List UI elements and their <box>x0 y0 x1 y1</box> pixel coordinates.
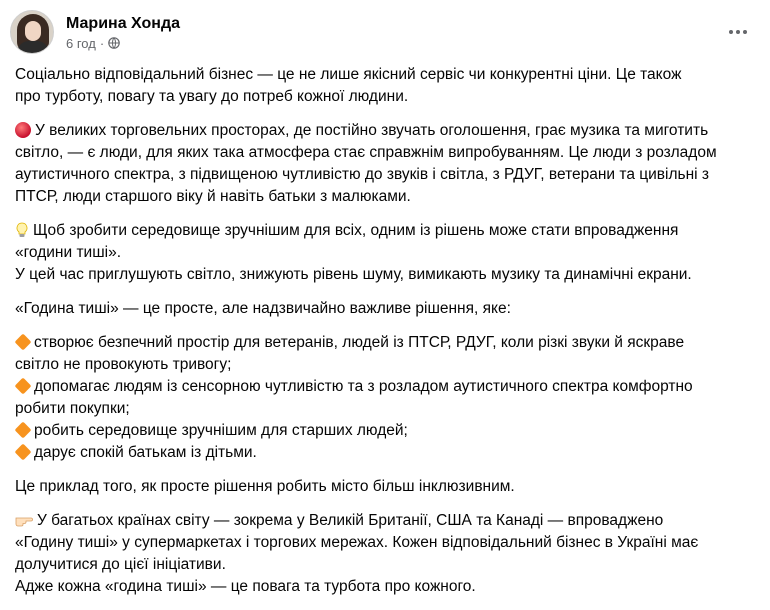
post-subline <box>66 36 180 51</box>
post-text <box>15 64 760 610</box>
post-header <box>10 8 180 56</box>
globe-icon[interactable] <box>108 37 120 49</box>
text-line: Це приклад того, як просте рішення робить місто більш інклюзивним. <box>15 478 515 495</box>
red-circle-emoji-icon <box>15 122 31 138</box>
list-item-text: допомагає людям із сенсорною чутливістю та з розладом аутистичного спектра комфортно <box>34 378 693 395</box>
list-item <box>15 442 760 464</box>
separator-dot: · <box>99 35 105 51</box>
text-line: «Годину тиші» у супермаркетах і торгових мережах. Кожен відповідальний бізнес в Україні має <box>15 534 699 551</box>
more-dot <box>729 30 733 34</box>
post-time[interactable]: 6 год <box>66 35 96 51</box>
text-line: аутистичного спектра, з підвищеною чутливістю до звуків і світла, з РДУГ, ветерани та цивільні з <box>15 166 709 183</box>
text-line: про турботу, повагу та увагу до потреб кожної людини. <box>15 88 409 105</box>
text-line-content: У багатьох країнах світу — зокрема у Великій Британії, США та Канаді — впроваджено <box>37 512 664 529</box>
list-item <box>15 376 760 398</box>
text-line <box>15 220 760 242</box>
text-line-content: Щоб зробити середовище зручнішим для всіх, одним із рішень може стати впровадження <box>33 222 679 239</box>
text-line <box>15 120 760 142</box>
text-line: У цей час приглушують світло, знижують рівень шуму, вимикають музику та динамічні екрани. <box>15 266 692 283</box>
intro-paragraph <box>15 64 760 108</box>
text-line <box>15 510 760 532</box>
orange-diamond-emoji-icon <box>15 378 32 395</box>
text-line: ПТСР, люди старшого віку й навіть батьки з малюками. <box>15 188 411 205</box>
paragraph-1 <box>15 120 760 208</box>
avatar-body <box>17 41 49 54</box>
orange-diamond-emoji-icon <box>15 422 32 439</box>
paragraph-4 <box>15 510 760 598</box>
author-name[interactable]: Марина Хонда <box>66 14 180 32</box>
paragraph-3 <box>15 476 760 498</box>
text-line: «години тиші». <box>15 244 122 261</box>
list-item-continuation: робити покупки; <box>15 400 130 417</box>
more-dot <box>736 30 740 34</box>
list-item-continuation: світло не провокують тривогу; <box>15 356 232 373</box>
more-dot <box>743 30 747 34</box>
list-item-text: дарує спокій батькам із дітьми. <box>34 444 257 461</box>
text-line: Соціально відповідальний бізнес — це не лише якісний сервіс чи конкурентні ціни. Це також <box>15 66 682 83</box>
list-item-text: робить середовище зручнішим для старших людей; <box>34 422 408 439</box>
list-item <box>15 332 760 354</box>
avatar-face <box>25 21 41 41</box>
orange-diamond-emoji-icon <box>15 444 32 461</box>
list-intro <box>15 298 760 320</box>
list-item <box>15 420 760 442</box>
author-avatar[interactable] <box>10 10 54 54</box>
text-line: світло, — є люди, для яких така атмосфера стає справжнім випробуванням. Це люди з розладом <box>15 144 717 161</box>
text-line: долучитися до цієї ініціативи. <box>15 556 226 573</box>
list-item-text: створює безпечний простір для ветеранів, людей із ПТСР, РДУГ, коли різкі звуки й яскраве <box>34 334 685 351</box>
text-line: «Година тиші» — це просте, але надзвичайно важливе рішення, яке: <box>15 300 511 317</box>
pointing-hand-emoji-icon <box>15 512 33 528</box>
text-line-content: У великих торговельних просторах, де постійно звучать оголошення, грає музика та миготить <box>35 122 709 139</box>
bullet-list <box>15 332 760 464</box>
light-bulb-emoji-icon <box>15 222 29 238</box>
paragraph-2 <box>15 220 760 286</box>
text-line: Адже кожна «година тиші» — це повага та турбота про кожного. <box>15 578 476 595</box>
more-options-button[interactable] <box>720 14 756 50</box>
post-meta <box>66 14 180 51</box>
orange-diamond-emoji-icon <box>15 334 32 351</box>
